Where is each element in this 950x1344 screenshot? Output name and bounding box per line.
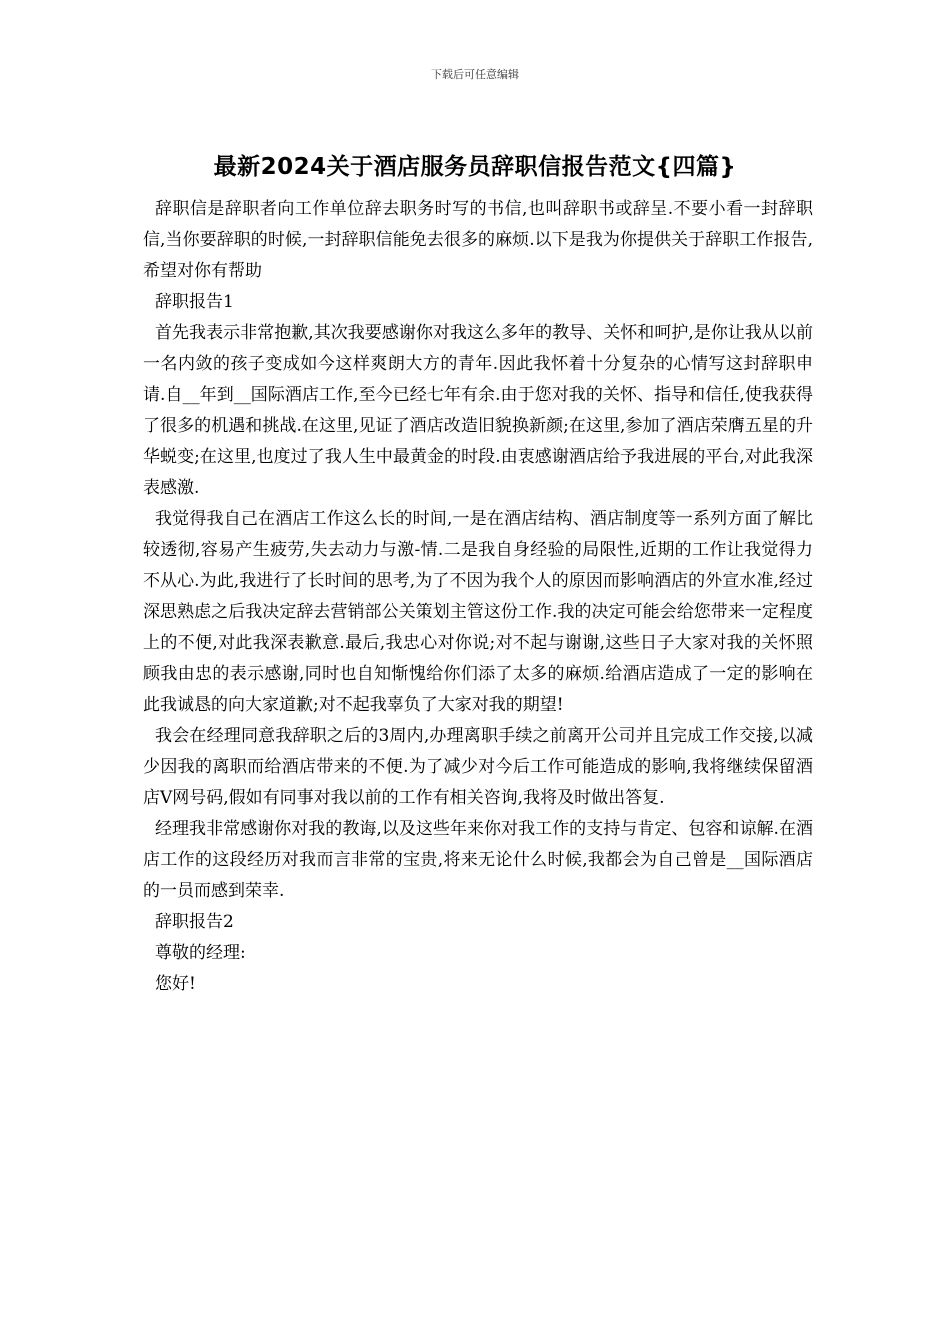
body-paragraph: 首先我表示非常抱歉,其次我要感谢你对我这么多年的教导、关怀和呵护,是你让我从以前一名内敛的孩子变成如今这样爽朗大方的青年.因此我怀着十分复杂的心情写这封辞职申请.自__年到__国际酒店工作,至今已经七年有余.由于您对我的关怀、指导和信任,使我获得了很多的机遇和挑战.在这里,见证了酒店改造旧貌换新颜;在这里,参加了酒店荣膺五星的升华蜕变;在这里,也度过了我人生中最黄金的时段.由衷感谢酒店给予我进展的平台,对此我深表感激. [143,323,813,498]
greeting: 您好! [155,974,196,994]
body-paragraph: 我会在经理同意我辞职之后的3周内,办理离职手续之前离开公司并且完成工作交接,以减少因我的离职而给酒店带来的不便.为了减少对今后工作可能造成的影响,我将继续保留酒店V网号码,假如有同事对我以前的工作有相关咨询,我将及时做出答复. [143,726,813,808]
body-paragraph: 我觉得我自己在酒店工作这么长的时间,一是在酒店结构、酒店制度等一系列方面了解比较透彻,容易产生疲劳,失去动力与激-情.二是我自身经验的局限性,近期的工作让我觉得力不从心.为此,我进行了长时间的思考,为了不因为我个人的原因而影响酒店的外宣水准,经过深思熟虑之后我决定辞去营销部公关策划主管这份工作.我的决定可能会给您带来一定程度上的不便,对此我深表歉意.最后,我忠心对你说;对不起与谢谢,这些日子大家对我的关怀照顾我由忠的表示感谢,同时也自知惭愧给你们添了太多的麻烦.给酒店造成了一定的影响在此我诚恳的向大家道歉;对不起我辜负了大家对我的期望! [143,509,813,715]
salutation: 尊敬的经理: [155,943,246,963]
section-heading-report-1: 辞职报告1 [155,292,234,312]
body-paragraph: 经理我非常感谢你对我的教诲,以及这些年来你对我工作的支持与肯定、包容和谅解.在酒店工作的这段经历对我而言非常的宝贵,将来无论什么时候,我都会为自己曾是__国际酒店的一员而感到荣幸. [143,819,813,901]
intro-paragraph: 辞职信是辞职者向工作单位辞去职务时写的书信,也叫辞职书或辞呈.不要小看一封辞职信,当你要辞职的时候,一封辞职信能免去很多的麻烦.以下是我为你提供关于辞职工作报告,希望对你有帮助 [143,199,813,281]
page-header-note: 下载后可任意编辑 [431,68,519,81]
document-body [143,194,813,1000]
document-title: 最新2024关于酒店服务员辞职信报告范文{四篇} [213,154,737,180]
section-heading-report-2: 辞职报告2 [155,912,234,932]
